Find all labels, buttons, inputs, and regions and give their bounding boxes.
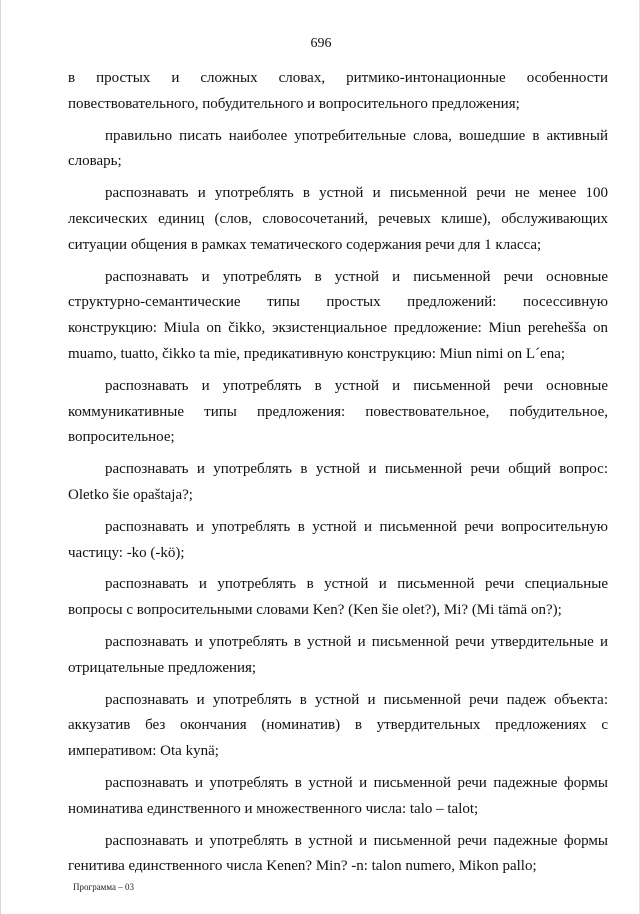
paragraph-10: распознавать и употреблять в устной и письменной речи падеж объекта: аккузатив без окончания (номинатив) в утвердительных предложениях с императивом: Ota kynä; <box>68 691 608 760</box>
paragraph-9: распознавать и употреблять в устной и письменной речи утвердительные и отрицательные предложения; <box>68 633 608 676</box>
paragraph-3: распознавать и употреблять в устной и письменной речи не менее 100 лексических единиц (слов, словосочетаний, речевых клише), обслуживающих ситуации общения в рамках тематического содержания речи для 1 класса; <box>68 185 608 253</box>
footer-label: Программа – 03 <box>73 882 135 892</box>
paragraph-4: распознавать и употреблять в устной и письменной речи основные структурно-семантические типы простых предложений: посессивную конструкцию: Miula on čikko, экзистенциальное предложение: Miun perehešša on muamo, tuatto, čikko ta mie, предикативную конструкцию: Miun nimi on L´ena; <box>68 268 608 362</box>
paragraph-12: распознавать и употреблять в устной и письменной речи падежные формы генитива единственного числа Kenen? Min? -n: talon numero, Mikon pallo; <box>68 832 608 875</box>
paragraph-7: распознавать и употреблять в устной и письменной речи вопросительную частицу: -ko (-kö); <box>68 518 608 561</box>
paragraph-6: распознавать и употреблять в устной и письменной речи общий вопрос: Oletko šie opaštaja?; <box>68 461 608 503</box>
paragraph-1: в простых и сложных словах, ритмико-интонационные особенности повествовательного, побудительного и вопросительного предложения; <box>68 70 608 112</box>
paragraph-5: распознавать и употреблять в устной и письменной речи основные коммуникативные типы предложения: повествовательное, побудительное, вопросительное; <box>68 377 608 446</box>
paragraph-11: распознавать и употреблять в устной и письменной речи падежные формы номинатива единственного и множественного числа: talo – talot; <box>68 774 608 817</box>
paragraph-8: распознавать и употреблять в устной и письменной речи специальные вопросы с вопросительными словами Ken? (Ken šie olet?), Mi? (Mi tämä on?); <box>68 576 608 619</box>
paragraph-2: правильно писать наиболее употребительные слова, вошедшие в активный словарь; <box>68 127 608 170</box>
page-number: 696 <box>310 36 332 51</box>
body-text <box>68 66 608 886</box>
